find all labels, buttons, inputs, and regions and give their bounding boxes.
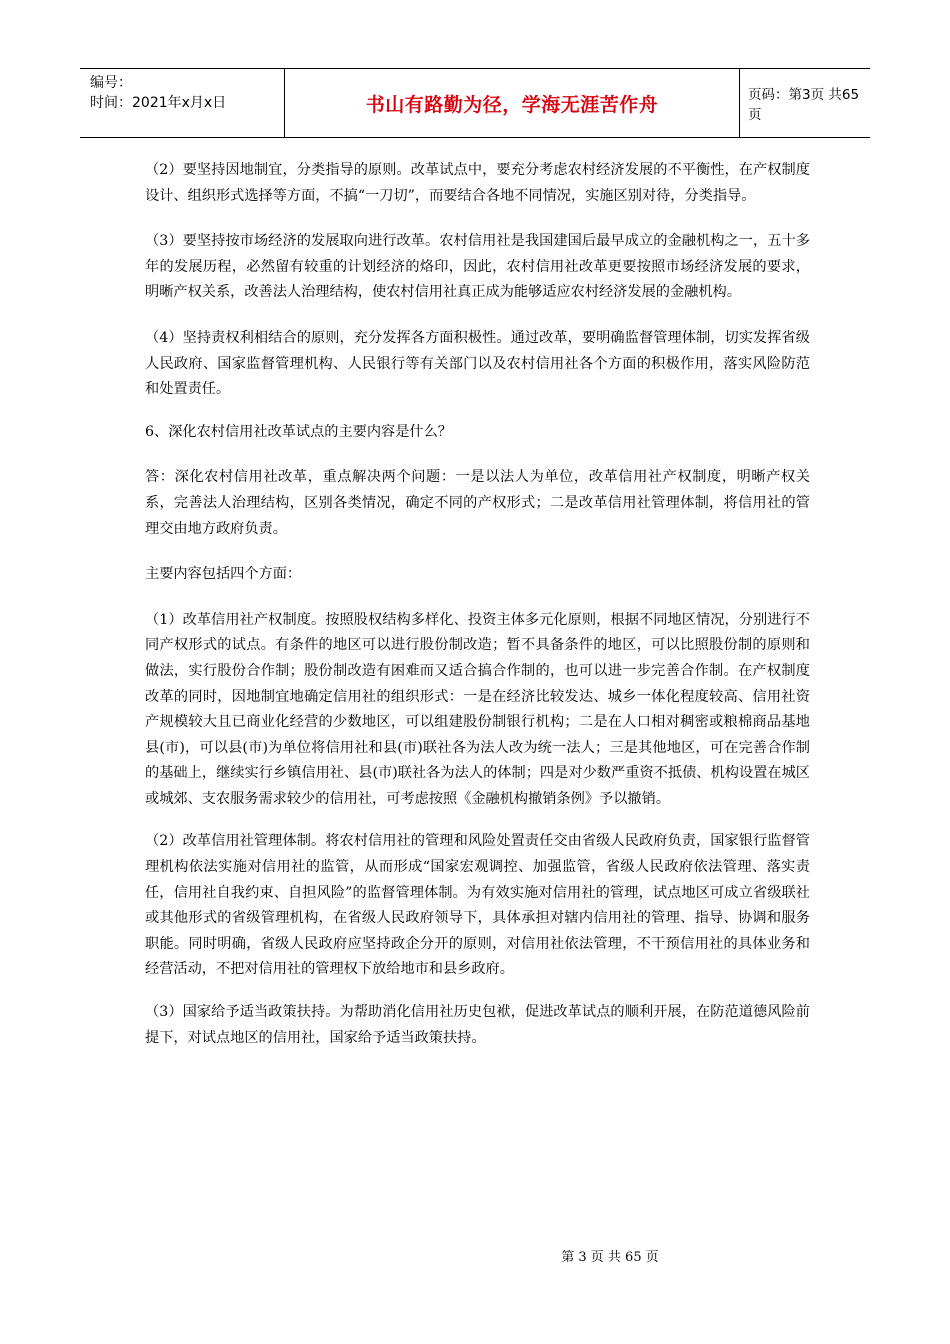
document-date: 时间：2021年x月x日 xyxy=(90,95,227,111)
footer-page-number: 第 3 页 共 65 页 xyxy=(561,1250,659,1265)
content-intro: 主要内容包括四个方面： xyxy=(145,566,302,583)
document-number-label: 编号： xyxy=(90,75,132,91)
answer-paragraph: 答：深化农村信用社改革，重点解决两个问题：一是以法人为单位，改革信用社产权制度，明晰产权关系，完善法人治理结构，区别各类情况，确定不同的产权形式；二是改革信用社管理体制，将信用社的管理交由地方政府负责。 xyxy=(145,469,810,537)
paragraph-content-1: （1）改革信用社产权制度。按照股权结构多样化、投资主体多元化原则，根据不同地区情况，分别进行不同产权形式的试点。有条件的地区可以进行股份制改造；暂不具备条件的地区，可以比照股份制的原则和做法，实行股份合作制；股份制改造有困难而又适合搞合作制的，也可以进一步完善合作制。在产权制度改革的同时，因地制宜地确定信用社的组织形式：一是在经济比较发达、城乡一体化程度较高、信用社资产规模较大且已商业化经营的少数地区，可以组建股份制银行机构；二是在人口相对稠密或粮棉商品基地县(市)，可以县(市)为单位将信用社和县(市)联社各为法人改为统一法人；三是其他地区，可在完善合作制的基础上，继续实行乡镇信用社、县(市)联社各为法人的体制；四是对少数严重资不抵债、机构设置在城区或城郊、支农服务需求较少的信用社，可考虑按照《金融机构撤销条例》予以撤销。 xyxy=(145,611,810,807)
document-body xyxy=(145,158,810,1071)
paragraph-content-2: （2）改革信用社管理体制。将农村信用社的管理和风险处置责任交由省级人民政府负责，国家银行监督管理机构依法实施对信用社的监管，从而形成“国家宏观调控、加强监管，省级人民政府依法管理、落实责任，信用社自我约束、自担风险”的监督管理体制。为有效实施对信用社的管理，试点地区可成立省级联社或其他形式的省级管理机构，在省级人民政府领导下，具体承担对辖内信用社的管理、指导、协调和服务职能。同时明确，省级人民政府应坚持政企分开的原则，对信用社依法管理，不干预信用社的具体业务和经营活动，不把对信用社的管理权下放给地市和县乡政府。 xyxy=(145,833,810,978)
header-motto: 书山有路勤为径，学海无涯苦作舟 xyxy=(365,93,659,116)
header-page-info-cell xyxy=(740,69,870,137)
header-motto-cell xyxy=(285,69,740,137)
page-header xyxy=(80,68,870,138)
header-meta xyxy=(80,69,285,137)
question-heading: 6、深化农村信用社改革试点的主要内容是什么？ xyxy=(145,423,452,440)
paragraph-principle-4: （4）坚持责权利相结合的原则，充分发挥各方面积极性。通过改革，要明确监督管理体制，切实发挥省级人民政府、国家监督管理机构、人民银行等有关部门以及农村信用社各个方面的积极作用，落实风险防范和处置责任。 xyxy=(145,329,810,398)
paragraph-content-3: （3）国家给予适当政策扶持。为帮助消化信用社历史包袱，促进改革试点的顺利开展，在防范道德风险前提下，对试点地区的信用社，国家给予适当政策扶持。 xyxy=(145,1004,810,1046)
header-page-info: 页码：第3页 共65页 xyxy=(748,87,860,123)
paragraph-principle-2: （2）要坚持因地制宜，分类指导的原则。改革试点中，要充分考虑农村经济发展的不平衡性，在产权制度设计、组织形式选择等方面，不搞“一刀切”，而要结合各地不同情况，实施区别对待，分类指导。 xyxy=(145,162,810,204)
page-footer xyxy=(0,1246,950,1265)
paragraph-principle-3: （3）要坚持按市场经济的发展取向进行改革。农村信用社是我国建国后最早成立的金融机构之一，五十多年的发展历程，必然留有较重的计划经济的烙印，因此，农村信用社改革更要按照市场经济发展的要求，明晰产权关系，改善法人治理结构，使农村信用社真正成为能够适应农村经济发展的金融机构。 xyxy=(145,233,810,301)
